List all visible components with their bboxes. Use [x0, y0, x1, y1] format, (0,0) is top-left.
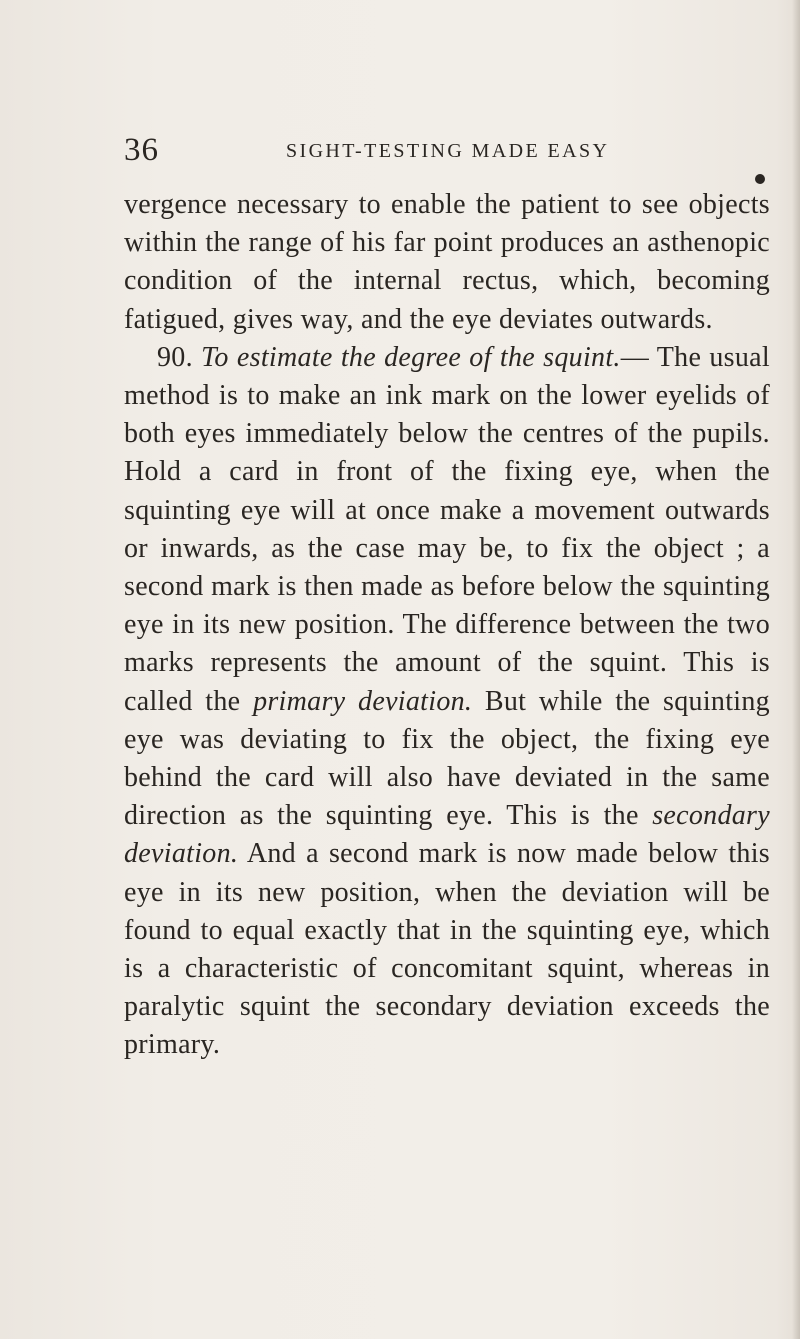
page-header	[124, 130, 684, 170]
continuation-paragraph: vergence necessary to enable the patient to see objects within the range of his far point produces an asthenopic condition of the internal rectus, which, becoming fatigued, gives way, and the eye deviates outwards.	[124, 189, 770, 335]
section-90-paragraph	[124, 339, 770, 1065]
running-head: SIGHT-TESTING MADE EASY	[286, 140, 610, 162]
section-number: 90.	[157, 341, 193, 373]
section-title: To estimate the degree of the squint.	[201, 341, 621, 373]
body-text	[124, 186, 770, 1065]
ink-dot-mark	[755, 174, 765, 184]
page-edge-shadow	[792, 0, 800, 1339]
section-text-3: And a second mark is now made below this eye in its new position, when the deviation will be found to equal exactly that in the squinting eye, which is a characteristic of concomitant squint, whereas in paralytic squint the secondary deviation exceeds the primary.	[124, 838, 770, 1061]
section-text-1: The usual method is to make an ink mark on the lower eyelids of both eyes immediately below the centres of the pupils. Hold a card in front of the fixing eye, when the squinting eye will at once make a movement outwards or inwards, as the case may be, to fix the object ; a second mark is then made as before below the squinting eye in its new position. The difference between the two marks represents the amount of the squint. This is called the	[124, 341, 770, 717]
term-secondary-deviation: secondary deviation.	[124, 800, 770, 870]
section-dash: —	[620, 341, 650, 373]
page-number: 36	[124, 132, 159, 168]
section-text-2: But while the squinting eye was deviating to fix the object, the fixing eye behind the card will also have deviated in the same direction as the squinting eye. This is the	[124, 685, 770, 832]
term-primary-deviation: primary deviation.	[253, 685, 473, 717]
